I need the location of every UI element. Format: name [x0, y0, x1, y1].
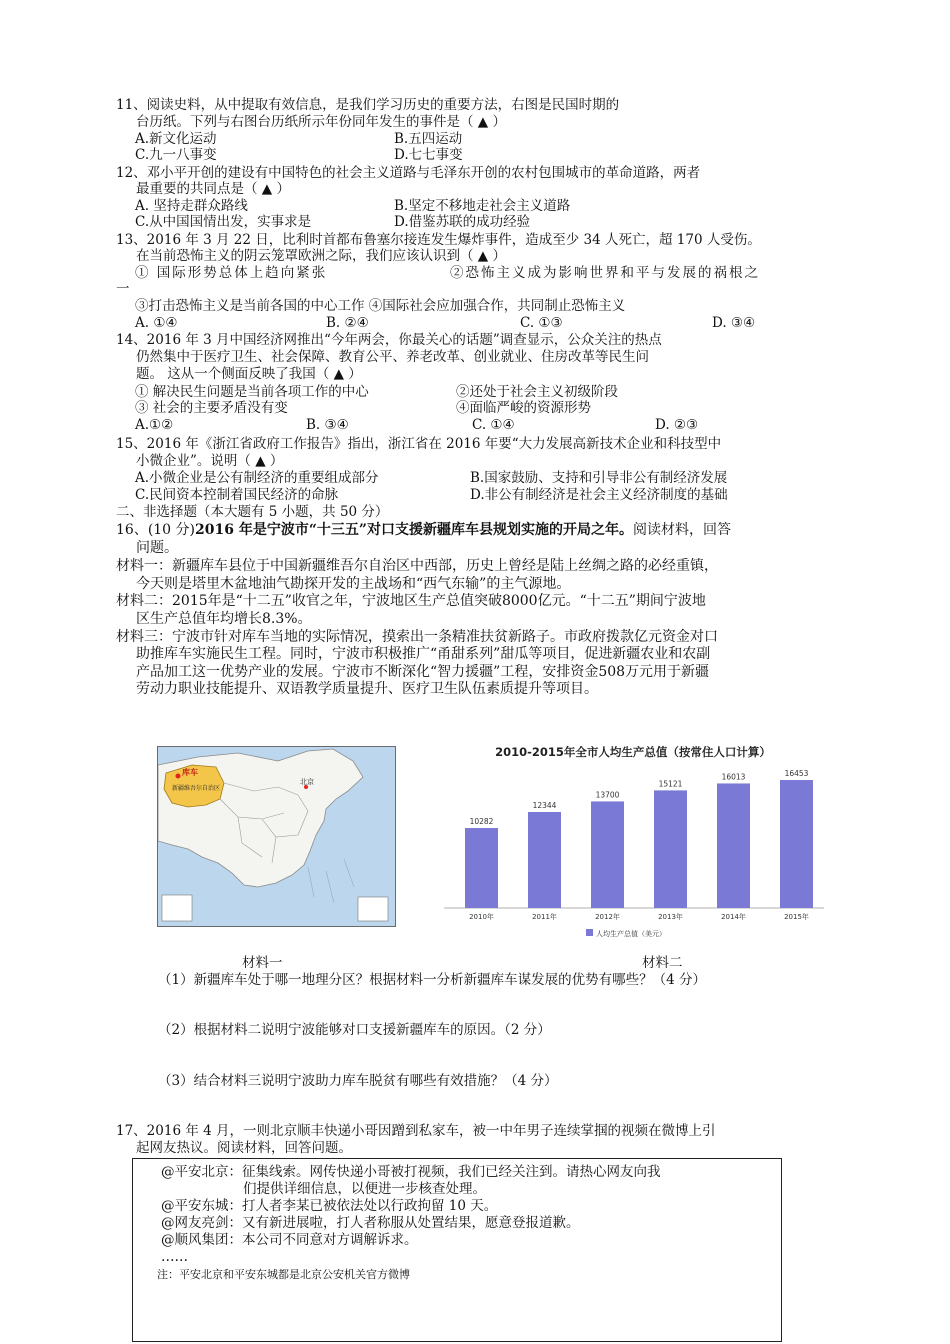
- caption-material-1: 材料一: [242, 955, 283, 971]
- map-kuche-marker: [176, 774, 181, 779]
- chart-title: 2010-2015年全市人均生产总值（按常住人口计算）: [495, 745, 771, 759]
- q16-instruction: 阅读材料，回答: [632, 522, 731, 538]
- chart-bar: [717, 783, 750, 908]
- q13-statement-2-wrap: 一: [116, 281, 130, 297]
- map-label-beijing: 北京: [300, 778, 314, 786]
- q15-option-d: D.非公有制经济是社会主义经济制度的基础: [470, 487, 728, 503]
- chart-svg: [436, 738, 831, 948]
- q11-option-d: D.七七事变: [394, 147, 463, 163]
- map-label-kuche: 库车: [182, 768, 198, 777]
- q12-stem-line1: 12、邓小平开创的建设有中国特色的社会主义道路与毛泽东开创的农村包围城市的革命道路，两者: [116, 165, 701, 181]
- q17-stem-line1: 17、2016 年 4 月，一则北京顺丰快递小哥因蹭到私家车，被一中年男子连续掌掴的视频在微博上引: [116, 1123, 716, 1139]
- q15-option-b: B.国家鼓励、支持和引导非公有制经济发展: [470, 470, 728, 486]
- chart-bar: [528, 812, 561, 908]
- material-1-line1: 材料一：新疆库车县位于中国新疆维吾尔自治区中西部，历史上曾经是陆上丝绸之路的必经重镇，: [116, 558, 718, 574]
- q11-stem-line2: 台历纸。下列与右图台历纸所示年份同年发生的事件是（ ▲ ）: [136, 114, 506, 130]
- legend-label: 人均生产总值（美元）: [596, 930, 666, 938]
- material-2-line1: 材料二：2015年是“十二五”收官之年，宁波地区生产总值突破8000亿元。“十二五”期间宁波地: [116, 593, 706, 609]
- q12-option-b: B.坚定不移地走社会主义道路: [394, 198, 571, 214]
- q16-topic: 2016 年是宁波市“十三五”对口支援新疆库车县规划实施的开局之年。: [195, 522, 633, 538]
- q13-option-b: B. ②④: [326, 315, 369, 331]
- chart-value-label: 16453: [784, 769, 809, 779]
- q15-option-c: C.民间资本控制着国民经济的命脉: [135, 487, 339, 503]
- q12-option-c: C.从中国国情出发，实事求是: [135, 214, 312, 230]
- q13-statement-3-4: ③打击恐怖主义是当前各国的中心工作 ④国际社会应加强合作，共同制止恐怖主义: [135, 298, 626, 314]
- q12-option-d: D.借鉴苏联的成功经验: [394, 214, 531, 230]
- q13-statement-2: ②恐怖主义成为影响世界和平与发展的祸根之: [450, 265, 760, 281]
- chart-category-label: 2015年: [784, 913, 809, 921]
- material-2-line2: 区生产总值年均增长8.3%。: [136, 611, 312, 627]
- q16-stem-line2: 问题。: [136, 540, 178, 556]
- q14-option-d: D. ②③: [655, 417, 699, 433]
- chart-bar: [465, 828, 498, 908]
- material-3-line3: 产品加工这一优势产业的发展。宁波市不断深化“智力援疆”工程，安排资金508万元用于新疆: [136, 664, 710, 680]
- q11-option-b: B.五四运动: [394, 131, 463, 147]
- q13-option-a: A. ①④: [135, 315, 178, 331]
- q12-stem-line2: 最重要的共同点是（ ▲ ）: [136, 181, 290, 197]
- material-3-line4: 劳动力职业技能提升、双语教学质量提升、医疗卫生队伍素质提升等项目。: [136, 681, 598, 697]
- chart-bars: [465, 769, 813, 921]
- map-label-region: 新疆维吾尔自治区: [172, 785, 221, 792]
- q16-stem-line1: [116, 521, 731, 540]
- weibo-ellipsis: ……: [161, 1249, 188, 1265]
- chart-category-label: 2011年: [532, 913, 557, 921]
- q13-option-d: D. ③④: [712, 315, 756, 331]
- map-inset-box: [358, 897, 388, 921]
- q14-statement-2: ②还处于社会主义初级阶段: [456, 384, 618, 400]
- weibo-post-ping-an-beijing: @平安北京：征集线索。网传快递小哥被打视频，我们已经关注到。请热心网友向我: [161, 1164, 661, 1180]
- q16-subquestion-1: （1）新疆库车处于哪一地理分区？根据材料一分析新疆库车谋发展的优势有哪些？（4 分）: [158, 972, 706, 988]
- q14-stem-line3: 题。 这从一个侧面反映了我国（ ▲ ）: [136, 366, 362, 382]
- q13-option-c: C. ①③: [520, 315, 563, 331]
- weibo-post-ping-an-beijing-cont: 们提供详细信息，以便进一步核查处理。: [243, 1181, 486, 1197]
- weibo-post-ping-an-dongcheng: @平安东城：打人者李某已被依法处以行政拘留 10 天。: [161, 1198, 498, 1214]
- chart-value-label: 15121: [658, 779, 683, 789]
- map-legend-box: [162, 895, 192, 921]
- q16-subquestion-3: （3）结合材料三说明宁波助力库车脱贫有哪些有效措施？（4 分）: [158, 1073, 558, 1089]
- chart-bar: [591, 801, 624, 908]
- chart-category-label: 2012年: [595, 913, 620, 921]
- q14-option-c: C. ①④: [472, 417, 515, 433]
- q14-statement-4: ④面临严峻的资源形势: [456, 400, 591, 416]
- q11-stem-line1: 11、阅读史料，从中提取有效信息，是我们学习历史的重要方法，右图是民国时期的: [116, 97, 620, 113]
- q14-stem-line2: 仍然集中于医疗卫生、社会保障、教育公平、养老改革、创业就业、住房改革等民生问: [136, 349, 649, 365]
- material-3-line1: 材料三：宁波市针对库车当地的实际情况，摸索出一条精准扶贫新路子。市政府拨款亿元资金对口: [116, 629, 718, 645]
- q16-score: 16、(10 分): [116, 522, 196, 538]
- q17-stem-line2: 起网友热议。阅读材料，回答问题。: [136, 1140, 352, 1156]
- chart-bar: [780, 780, 813, 908]
- q13-statement-1: ① 国际形势总体上趋向紧张: [135, 265, 328, 281]
- q14-stem-line1: 14、2016 年 3 月中国经济网推出“今年两会，你最关心的话题”调查显示，公众关注的热点: [116, 332, 662, 348]
- material-3-line2: 助推库车实施民生工程。同时，宁波市积极推广“甬甜系列”甜瓜等项目，促进新疆农业和农副: [136, 646, 711, 662]
- q14-statement-1: ① 解决民生问题是当前各项工作的中心: [135, 384, 369, 400]
- weibo-note: 注：平安北京和平安东城都是北京公安机关官方微博: [157, 1268, 410, 1281]
- material-1-line2: 今天则是塔里木盆地油气勘探开发的主战场和“西气东输”的主气源地。: [136, 576, 571, 592]
- section-2-heading: 二、非选择题（本大题有 5 小题，共 50 分）: [116, 504, 389, 520]
- q15-stem-line1: 15、2016 年《浙江省政府工作报告》指出，浙江省在 2016 年要“大力发展高新技术企业和科技型中: [116, 436, 722, 452]
- weibo-post-netizen: @网友亮剑：又有新进展啦，打人者称服从处置结果，愿意登报道歉。: [161, 1215, 580, 1231]
- chart-bar: [654, 790, 687, 908]
- chart-category-label: 2014年: [721, 913, 746, 921]
- q13-stem-line1: 13、2016 年 3 月 22 日，比利时首都布鲁塞尔接连发生爆炸事件，造成至少 34 人死亡，超 170 人受伤。: [116, 232, 761, 248]
- chart-category-label: 2010年: [469, 913, 494, 921]
- q13-stem-line2: 在当前恐怖主义的阴云笼罩欧洲之际，我们应该认识到（ ▲ ）: [136, 248, 506, 264]
- gdp-per-capita-chart: [436, 738, 831, 948]
- chart-legend: [586, 929, 666, 938]
- china-map: [157, 746, 396, 927]
- q14-option-b: B. ③④: [306, 417, 349, 433]
- q11-option-a: A.新文化运动: [135, 131, 217, 147]
- chart-category-label: 2013年: [658, 913, 683, 921]
- weibo-material-box: [132, 1158, 782, 1342]
- weibo-post-sf-group: @顺风集团：本公司不同意对方调解诉求。: [161, 1232, 418, 1248]
- q14-statement-3: ③ 社会的主要矛盾没有变: [135, 400, 288, 416]
- q15-option-a: A.小微企业是公有制经济的重要组成部分: [135, 470, 379, 486]
- legend-swatch: [586, 929, 593, 936]
- chart-value-label: 16013: [721, 772, 746, 782]
- q12-option-a: A. 坚持走群众路线: [135, 198, 248, 214]
- chart-value-label: 12344: [532, 800, 557, 810]
- caption-material-2: 材料二: [642, 955, 683, 971]
- q14-option-a: A.①②: [135, 417, 174, 433]
- chart-value-label: 13700: [595, 790, 620, 800]
- q15-stem-line2: 小微企业”。说明（ ▲ ）: [136, 453, 284, 469]
- q11-option-c: C.九一八事变: [135, 147, 217, 163]
- chart-value-label: 10282: [469, 817, 494, 827]
- q16-subquestion-2: （2）根据材料二说明宁波能够对口支援新疆库车的原因。（2 分）: [158, 1022, 551, 1038]
